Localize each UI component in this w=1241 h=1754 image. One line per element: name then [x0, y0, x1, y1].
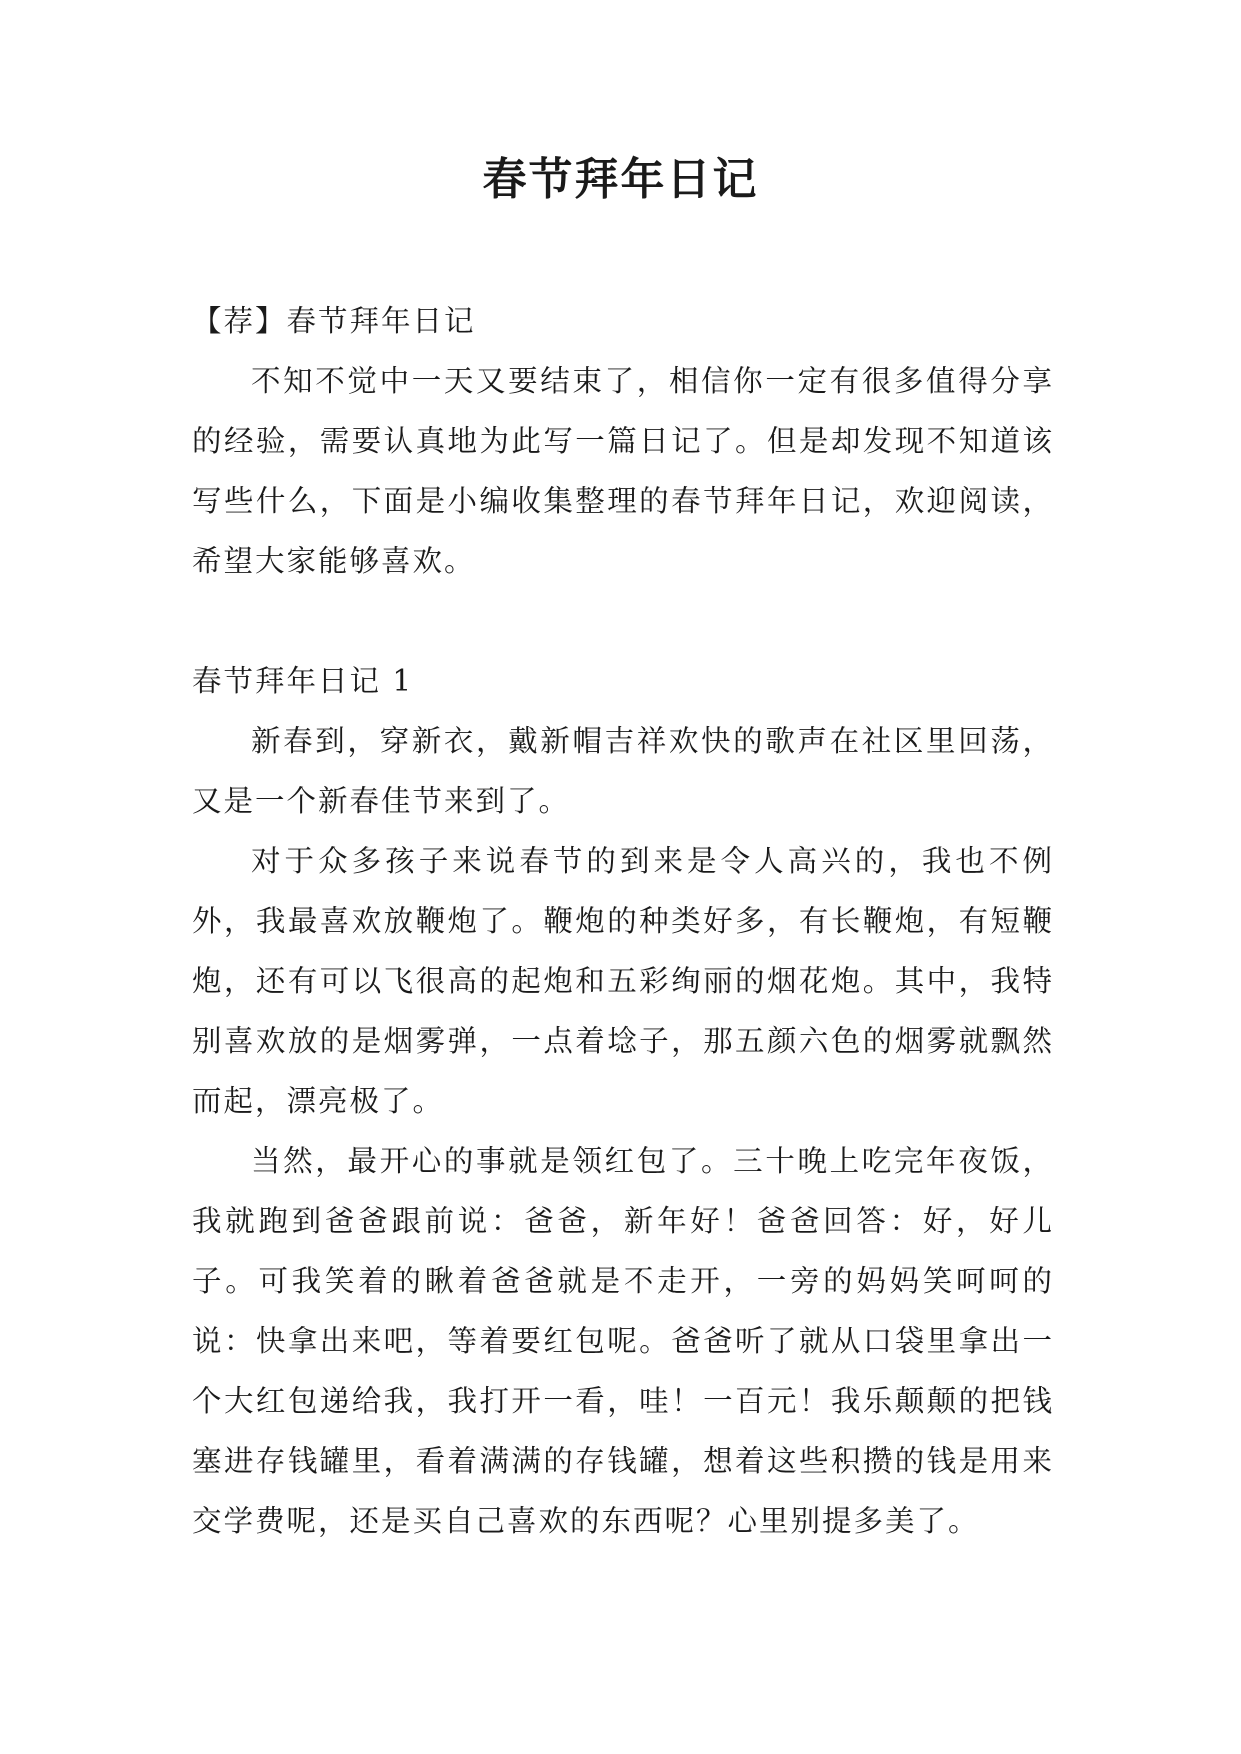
section-spacer — [192, 591, 1054, 651]
document-body — [192, 291, 1054, 1551]
body-paragraph-3: 当然，最开心的事就是领红包了。三十晚上吃完年夜饭，我就跑到爸爸跟前说：爸爸，新年好！爸爸回答：好，好儿子。可我笑着的瞅着爸爸就是不走开，一旁的妈妈笑呵呵的说：快拿出来吧，等着要红包呢。爸爸听了就从口袋里拿出一个大红包递给我，我打开一看，哇！一百元！我乐颠颠的把钱塞进存钱罐里，看着满满的存钱罐，想着这些积攒的钱是用来交学费呢，还是买自己喜欢的东西呢？心里别提多美了。 — [192, 1144, 1054, 1538]
body-paragraph-1: 新春到，穿新衣，戴新帽吉祥欢快的歌声在社区里回荡，又是一个新春佳节来到了。 — [192, 724, 1054, 818]
intro-paragraph: 不知不觉中一天又要结束了，相信你一定有很多值得分享的经验，需要认真地为此写一篇日记了。但是却发现不知道该写些什么，下面是小编收集整理的春节拜年日记，欢迎阅读，希望大家能够喜欢。 — [192, 364, 1054, 578]
section-heading: 春节拜年日记 1 — [192, 664, 414, 698]
document-title: 春节拜年日记 — [482, 154, 759, 205]
document-subtitle: 【荐】春节拜年日记 — [192, 304, 476, 338]
body-paragraph-2: 对于众多孩子来说春节的到来是令人高兴的，我也不例外，我最喜欢放鞭炮了。鞭炮的种类好多，有长鞭炮，有短鞭炮，还有可以飞很高的起炮和五彩绚丽的烟花炮。其中，我特别喜欢放的是烟雾弹，一点着埝子，那五颜六色的烟雾就飘然而起，漂亮极了。 — [192, 844, 1054, 1118]
